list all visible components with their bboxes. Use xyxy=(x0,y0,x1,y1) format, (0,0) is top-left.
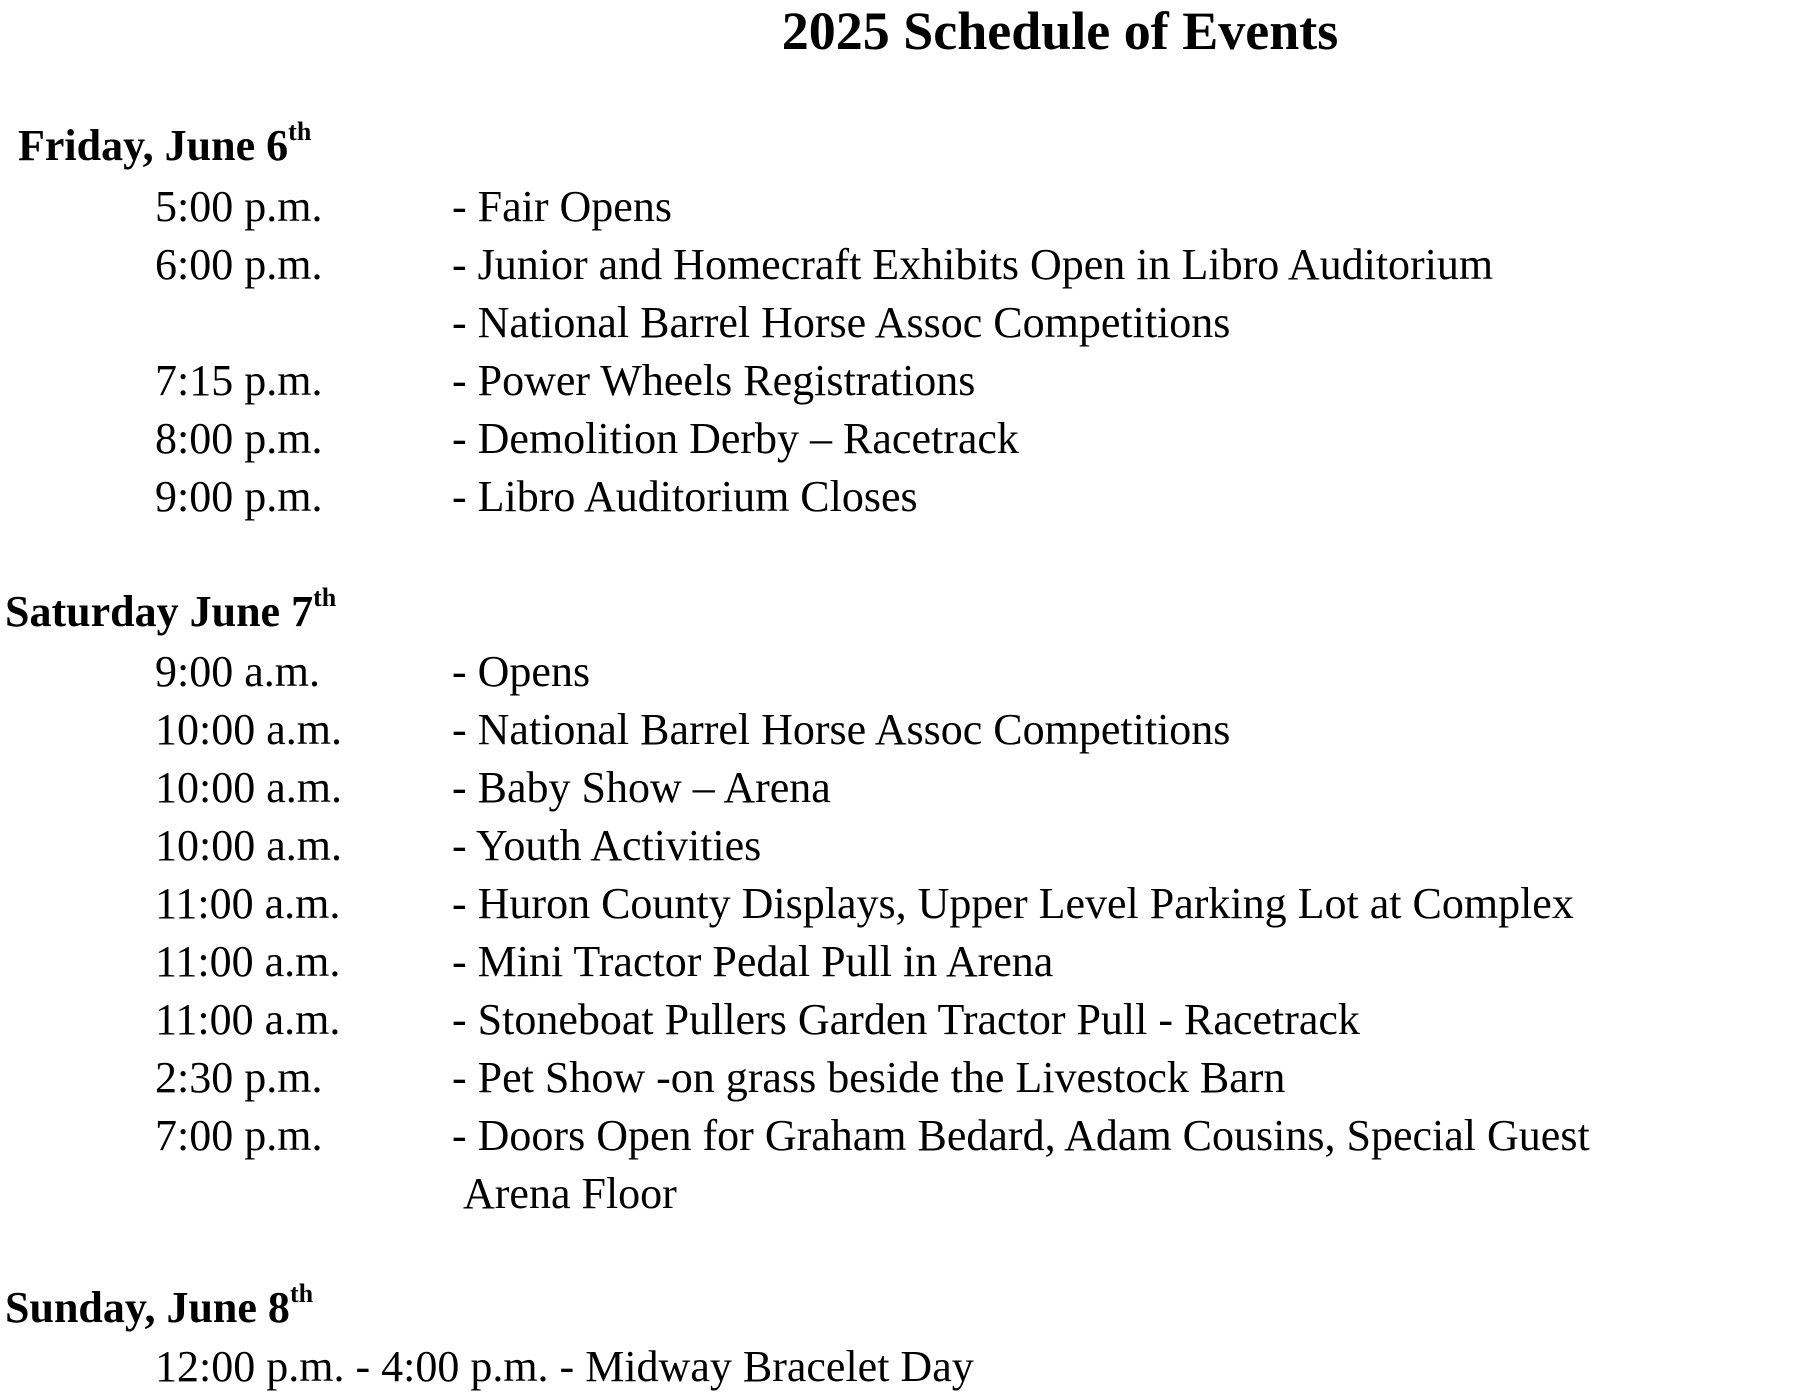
schedule-row xyxy=(0,1338,1794,1396)
schedule-row xyxy=(0,468,1794,526)
schedule-row xyxy=(0,1107,1794,1165)
schedule-row xyxy=(0,236,1794,294)
schedule-row xyxy=(0,352,1794,410)
event-description: - Fair Opens xyxy=(452,182,672,231)
event-description: - Demolition Derby – Racetrack xyxy=(452,414,1019,463)
schedule-row xyxy=(0,643,1794,701)
event-description: - Mini Tractor Pedal Pull in Arena xyxy=(452,937,1054,986)
event-description: - National Barrel Horse Assoc Competitions xyxy=(452,298,1231,347)
schedule-row xyxy=(0,1165,1794,1223)
day-heading-text: Sunday, June 8 xyxy=(5,1283,290,1332)
event-time: 5:00 p.m. xyxy=(155,182,323,231)
event-time: 7:00 p.m. xyxy=(155,1111,323,1160)
day-heading-text: Friday, June 6 xyxy=(18,121,289,170)
event-description: - National Barrel Horse Assoc Competitions xyxy=(452,705,1231,754)
event-time: 10:00 a.m. xyxy=(155,821,342,870)
day-heading-sunday xyxy=(5,1279,313,1343)
event-description: Arena Floor xyxy=(463,1169,677,1218)
day-heading-suffix: th xyxy=(289,1279,314,1308)
event-description: - Opens xyxy=(452,647,591,696)
event-description: - Libro Auditorium Closes xyxy=(452,472,918,521)
schedule-row xyxy=(0,178,1794,236)
day-heading-saturday xyxy=(5,583,336,647)
schedule-row xyxy=(0,701,1794,759)
event-description: - Baby Show – Arena xyxy=(452,763,831,812)
event-time: 7:15 p.m. xyxy=(155,356,323,405)
schedule-row xyxy=(0,875,1794,933)
event-description: - Pet Show -on grass beside the Livestock Barn xyxy=(452,1053,1286,1102)
event-time: 6:00 p.m. xyxy=(155,240,323,289)
schedule-row xyxy=(0,1049,1794,1107)
event-full-line: 12:00 p.m. - 4:00 p.m. - Midway Bracelet Day xyxy=(155,1342,974,1391)
event-description: - Doors Open for Graham Bedard, Adam Cousins, Special Guest xyxy=(452,1111,1590,1160)
event-time: 9:00 p.m. xyxy=(155,472,323,521)
event-time: 11:00 a.m. xyxy=(155,879,341,928)
day-heading-suffix: th xyxy=(288,117,312,146)
event-description: - Power Wheels Registrations xyxy=(452,356,976,405)
event-time: 9:00 a.m. xyxy=(155,647,320,696)
event-time: 11:00 a.m. xyxy=(155,937,341,986)
schedule-row xyxy=(0,991,1794,1049)
event-time: 11:00 a.m. xyxy=(155,995,341,1044)
event-time: 8:00 p.m. xyxy=(155,414,323,463)
event-time: 10:00 a.m. xyxy=(155,705,342,754)
schedule-row xyxy=(0,933,1794,991)
schedule-row xyxy=(0,759,1794,817)
event-description: - Huron County Displays, Upper Level Parking Lot at Complex xyxy=(452,879,1574,928)
schedule-row xyxy=(0,410,1794,468)
schedule-row xyxy=(0,294,1794,352)
day-heading-text: Saturday June 7 xyxy=(5,587,314,636)
event-time: 2:30 p.m. xyxy=(155,1053,323,1102)
page-title: 2025 Schedule of Events xyxy=(781,1,1339,61)
event-description: - Stoneboat Pullers Garden Tractor Pull - Racetrack xyxy=(452,995,1360,1044)
event-description: - Junior and Homecraft Exhibits Open in Libro Auditorium xyxy=(452,240,1494,289)
event-description: - Youth Activities xyxy=(452,821,762,870)
event-time: 10:00 a.m. xyxy=(155,763,342,812)
day-heading-suffix: th xyxy=(313,583,337,612)
day-heading-friday xyxy=(18,117,311,181)
schedule-row xyxy=(0,817,1794,875)
